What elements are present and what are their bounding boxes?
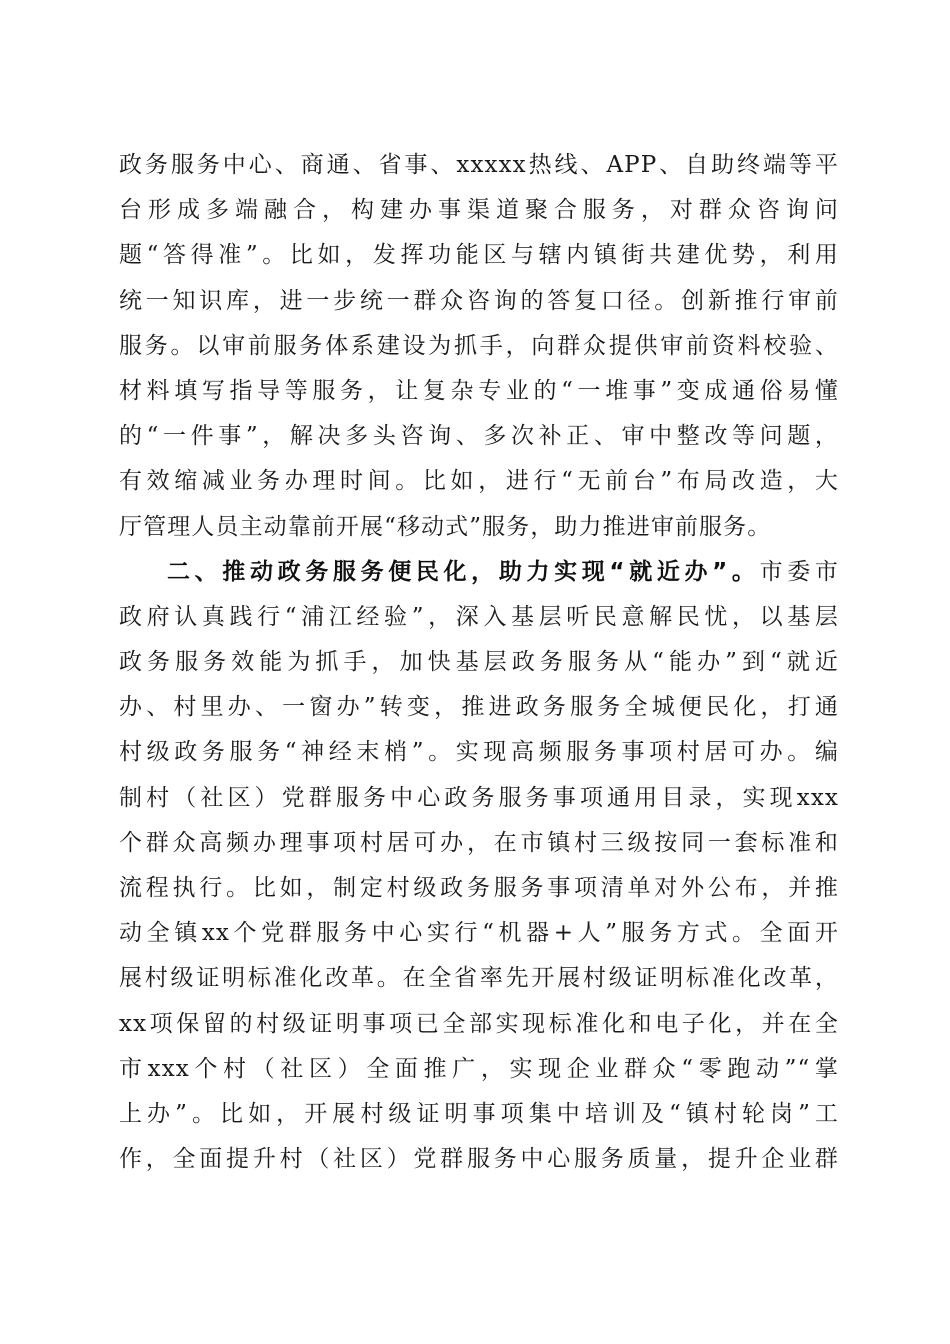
text-line: 动全镇xx个党群服务中心实行“机器+人”服务方式。全面开 xyxy=(119,920,839,947)
text-line: 办、村里办、一窗办”转变，推进政务服务全城便民化，打通 xyxy=(119,694,839,721)
text-line: 政务服务中心、商通、省事、xxxxx热线、APP、自助终端等平 xyxy=(119,152,839,178)
section-heading: 二、推动政务服务便民化，助力实现“就近办”。 xyxy=(167,558,760,585)
text-line: 政府认真践行“浦江经验”，深入基层听民意解民忧，以基层 xyxy=(119,603,839,630)
text-line: 村级政务服务“神经末梢”。实现高频服务事项村居可办。编 xyxy=(119,739,839,766)
document-body xyxy=(119,143,839,1182)
text-line: 材料填写指导等服务，让复杂专业的“一堆事”变成通俗易懂 xyxy=(119,377,839,404)
text-line: 台形成多端融合，构建办事渠道聚合服务，对群众咨询问 xyxy=(119,197,839,224)
section-heading-tail: 市委市 xyxy=(759,558,839,585)
text-line: 个群众高频办理事项村居可办，在市镇村三级按同一套标准和 xyxy=(119,829,839,856)
text-line: 市xxx个村（社区）全面推广，实现企业群众“零跑动”“掌 xyxy=(119,1055,839,1082)
text-line: 厅管理人员主动靠前开展“移动式”服务，助力推进审前服务。 xyxy=(119,513,772,540)
text-line: 有效缩减业务办理时间。比如，进行“无前台”布局改造，大 xyxy=(119,468,839,495)
text-line: 统一知识库，进一步统一群众咨询的答复口径。创新推行审前 xyxy=(119,287,839,314)
text-line: 制村（社区）党群服务中心政务服务事项通用目录，实现xxx xyxy=(119,784,839,811)
text-line: 服务。以审前服务体系建设为抓手，向群众提供审前资料校验、 xyxy=(119,332,839,359)
text-line: 题“答得准”。比如，发挥功能区与辖内镇街共建优势，利用 xyxy=(119,242,839,269)
text-line: 展村级证明标准化改革。在全省率先开展村级证明标准化改革， xyxy=(119,965,839,992)
text-line: 的“一件事”，解决多头咨询、多次补正、审中整改等问题， xyxy=(119,423,839,450)
text-line: 政务服务效能为抓手，加快基层政务服务从“能办”到“就近 xyxy=(119,649,839,676)
text-line: xx项保留的村级证明事项已全部实现标准化和电子化，并在全 xyxy=(119,1010,839,1037)
section-heading-line xyxy=(119,550,839,595)
text-line: 作，全面提升村（社区）党群服务中心服务质量，提升企业群 xyxy=(119,1146,839,1173)
text-line: 流程执行。比如，制定村级政务服务事项清单对外公布，并推 xyxy=(119,875,839,901)
text-line: 上办”。比如，开展村级证明事项集中培训及“镇村轮岗”工 xyxy=(119,1100,839,1127)
